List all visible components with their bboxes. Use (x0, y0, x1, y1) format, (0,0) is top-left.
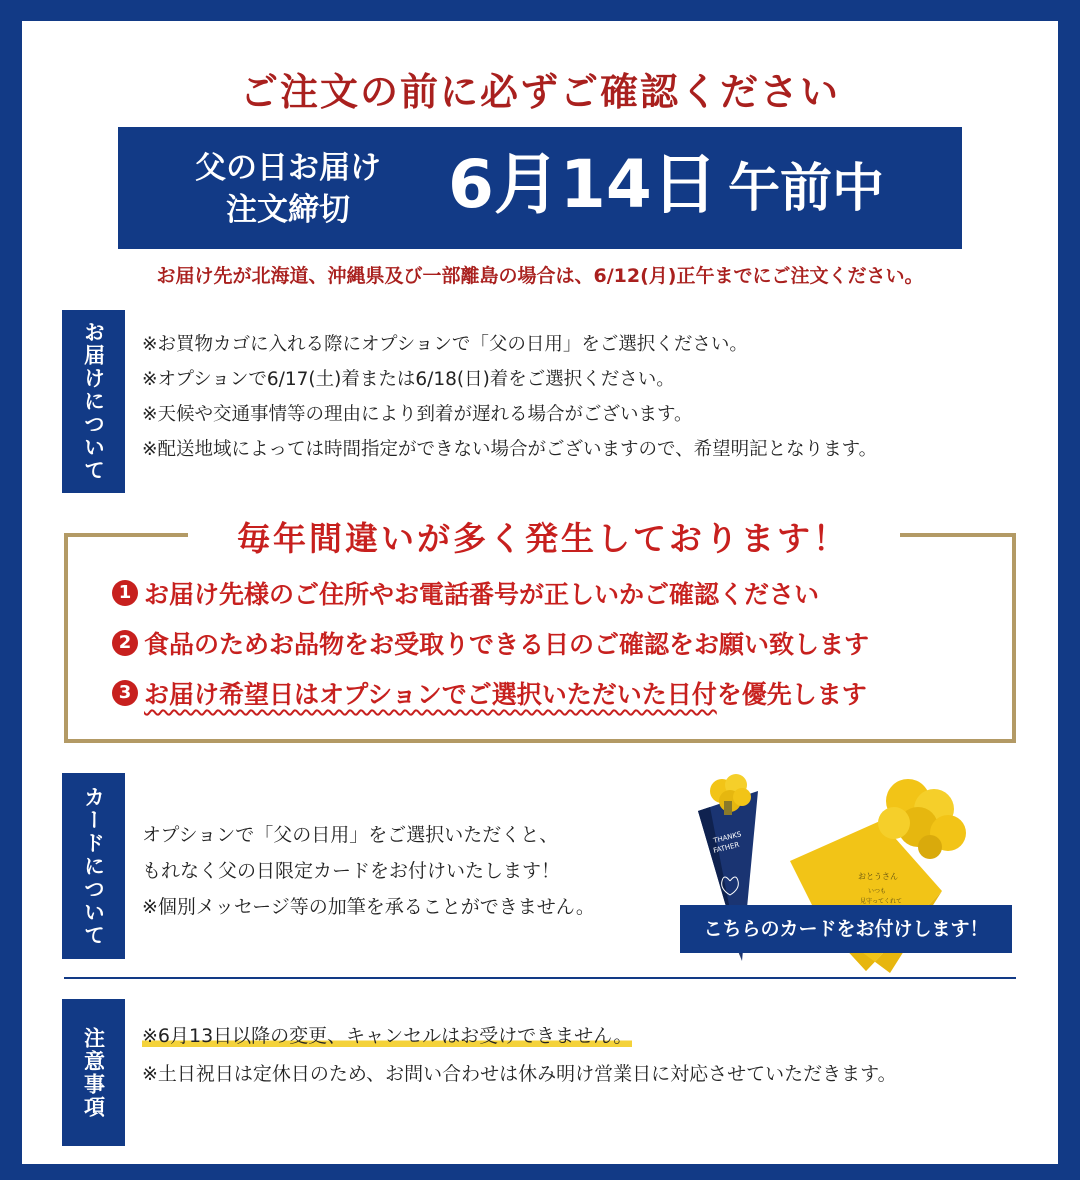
delivery-note: ※天候や交通事情等の理由により到着が遅れる場合がございます。 (142, 404, 693, 425)
delivery-tab-label: お届けについて (81, 321, 106, 482)
remote-area-note: お届け先が北海道、沖縄県及び一部離島の場合は、6/12(月)正午までにご注文ください。 (156, 265, 924, 287)
warning-title: 毎年間違いが多く発生しております！ (237, 519, 849, 558)
warning-item-2 (112, 625, 869, 661)
father-day-card-illustration (680, 761, 1020, 1001)
card-notes (142, 817, 595, 925)
highlighted-caution: ※6月13日以降の変更、キャンセルはお受けできません。 (142, 1025, 633, 1047)
warning-item-text: お届け先様のご住所やお電話番号が正しいかご確認ください (144, 580, 820, 609)
number-badge-1: 1 (112, 580, 138, 606)
delivery-note: ※お買物カゴに入れる際にオプションで「父の日用」をご選択ください。 (142, 334, 748, 355)
deadline-banner (118, 127, 962, 249)
delivery-note: ※オプションで6/17(土)着または6/18(日)着をご選択ください。 (142, 369, 675, 390)
caution-tab (62, 999, 125, 1146)
warning-item-3 (112, 675, 867, 711)
number-badge-3: 3 (112, 680, 138, 706)
navy-card-text-2: FATHER (712, 840, 741, 855)
number-badge-2: 2 (112, 630, 138, 656)
warning-item-1 (112, 575, 819, 611)
deadline-date: 6月14日 (448, 146, 718, 223)
warning-item-text: 食品のためお品物をお受取りできる日のご確認をお願い致します (144, 630, 870, 659)
caution-note (142, 1017, 897, 1055)
caution-tab-label: 注意事項 (81, 1026, 106, 1119)
page-title: ご注文の前に必ずご確認ください (239, 70, 840, 114)
delivery-note: ※配送地域によっては時間指定ができない場合がございますので、希望明記となります。 (142, 439, 878, 460)
deadline-label (168, 147, 408, 231)
warning-item-text: を優先します (716, 680, 867, 709)
yellow-card-text-3: 見守ってくれて (860, 898, 903, 905)
warning-border-right (900, 533, 1012, 537)
caution-note: ※土日祝日は定休日のため、お問い合わせは休み明け営業日に対応させていただきます。 (142, 1063, 897, 1085)
card-tab (62, 773, 125, 959)
deadline-label-line1: 父の日お届け (195, 150, 381, 186)
card-note: ※個別メッセージ等の加筆を承ることができません。 (142, 896, 595, 918)
deadline-time: 午前中 (728, 159, 885, 219)
card-note: オプションで「父の日用」をご選択いただくと、 (142, 824, 559, 846)
caution-notes (142, 1017, 897, 1093)
section-divider (64, 977, 1016, 979)
yellow-card-text-2: いつも (868, 888, 887, 895)
deadline-label-line2: 注文締切 (226, 192, 350, 228)
delivery-tab (62, 310, 125, 493)
warning-box (64, 519, 1016, 743)
page-frame (22, 21, 1058, 1164)
warning-border-left (68, 533, 188, 537)
warning-item-underlined-text: お届け希望日はオプションでご選択いただいた日付 (144, 680, 717, 709)
navy-card-text-1: THANKS (712, 830, 743, 845)
yellow-card-text-1: おとうさん (858, 872, 898, 881)
card-tab-label: カードについて (81, 785, 106, 947)
card-caption: こちらのカードをお付けします！ (680, 905, 1012, 953)
delivery-notes (142, 327, 1042, 467)
card-note: もれなく父の日限定カードをお付けいたします！ (142, 860, 561, 882)
